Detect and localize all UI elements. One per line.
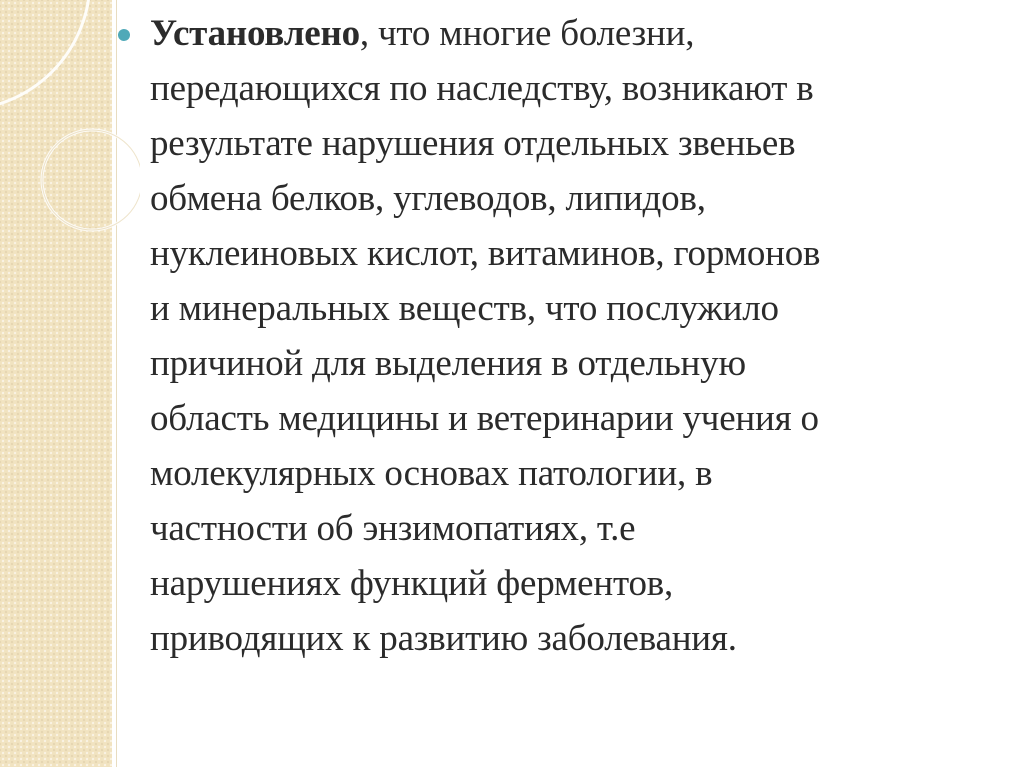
text-line-8: область медицины и ветеринарии учения о xyxy=(150,398,819,439)
paragraph-text xyxy=(150,6,1008,666)
text-line-1-rest: , что многие болезни, xyxy=(359,13,695,54)
text-line-2: передающихся по наследству, возникают в xyxy=(150,68,814,109)
text-line-1 xyxy=(150,6,1008,61)
band-edge-line xyxy=(116,0,117,767)
text-line-6: и минеральных веществ, что послужило xyxy=(150,288,779,329)
bullet-paragraph xyxy=(118,6,1008,666)
bullet-dot-icon xyxy=(118,29,130,41)
text-line-10: частности об энзимопатиях, т.е xyxy=(150,508,636,549)
text-line-9: молекулярных основах патологии, в xyxy=(150,453,713,494)
decorative-side-band xyxy=(0,0,112,767)
text-line-5: нуклеиновых кислот, витаминов, гормонов xyxy=(150,233,821,274)
text-line-3: результате нарушения отдельных звеньев xyxy=(150,123,796,164)
text-line-12: приводящих к развитию заболевания. xyxy=(150,618,737,659)
text-line-4: обмена белков, углеводов, липидов, xyxy=(150,178,706,219)
text-line-11: нарушениях функций ферментов, xyxy=(150,563,674,604)
text-line-7: причиной для выделения в отдельную xyxy=(150,343,746,384)
slide-content xyxy=(118,6,1008,666)
lead-bold-word: Установлено xyxy=(150,13,360,54)
